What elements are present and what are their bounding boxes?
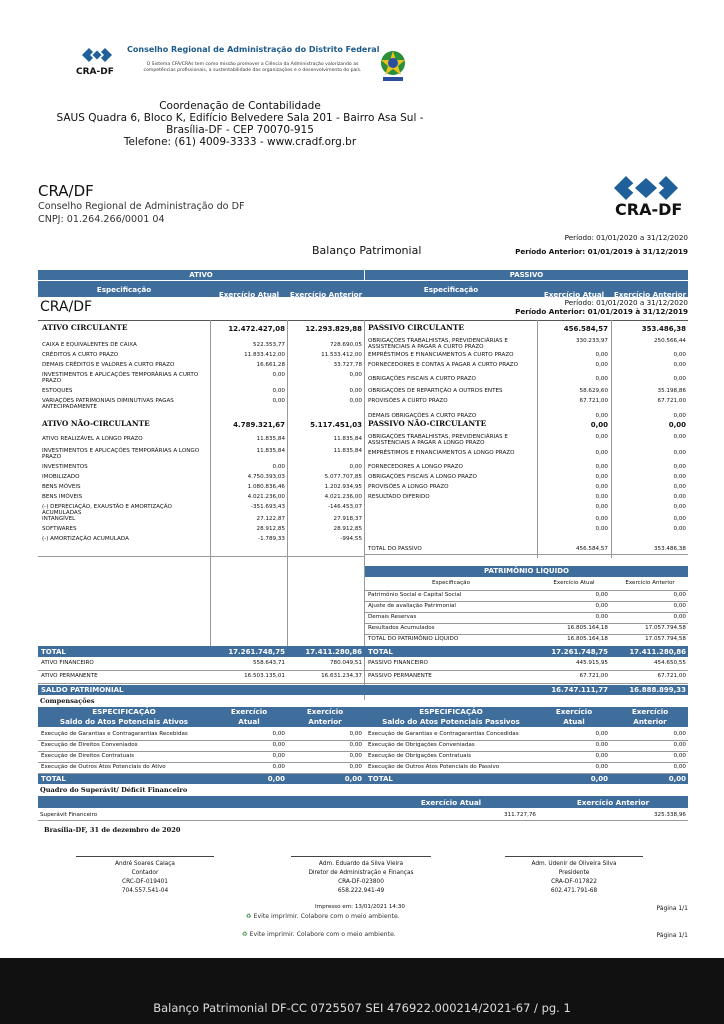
pagina-2: Página 1/1 <box>656 932 688 939</box>
eco-note-1 <box>246 913 400 920</box>
comp-row-right-anterior: 0,00 <box>673 764 686 770</box>
passivo-row-atual: 0,00 <box>595 504 608 510</box>
passivo-row-atual: 0,00 <box>595 413 608 419</box>
ativo-row-anterior: 0,00 <box>349 372 362 378</box>
sig-name: Adm. Udenir de Oliveira Silva <box>531 861 617 867</box>
comp-row-right-label: Execução de Garantias e Contragarantias Concedidas <box>368 731 519 737</box>
coordenacao: Coordenação de Contabilidade <box>159 100 321 112</box>
fin-row-right-atual: 67.721,00 <box>579 673 608 679</box>
passivo-row-anterior: 0,00 <box>673 434 686 440</box>
signature-presidente <box>505 860 643 896</box>
letterhead-logo-text: CRA-DF <box>76 67 114 77</box>
cra-df-logo-icon <box>78 44 116 66</box>
pl-row-label: TOTAL DO PATRIMÔNIO LÍQUIDO <box>368 636 459 642</box>
passivo-row-atual: 0,00 <box>595 376 608 382</box>
ativo-row-label: VARIAÇÕES PATRIMONIAIS DIMINUTIVAS PAGAS ANTECIPADAMENTE <box>42 398 174 410</box>
saldo-label: SALDO PATRIMONIAL <box>41 686 124 694</box>
comp-row-right-atual: 0,00 <box>595 731 608 737</box>
sig-role: Contador <box>131 870 159 876</box>
fin-row-right-label: PASSIVO PERMANENTE <box>368 673 432 679</box>
passivo-row-anterior: 0,00 <box>673 376 686 382</box>
ativo-row-atual: 0,00 <box>272 398 285 404</box>
total-right-anterior: 17.411.280,86 <box>629 648 686 656</box>
ativo-row-label: BENS MÓVEIS <box>42 484 81 490</box>
ativo-row-anterior: 27.918,37 <box>333 516 362 522</box>
periodo: Período: 01/01/2020 a 31/12/2020 <box>564 233 688 242</box>
ativo-row-anterior: -146.453,07 <box>327 504 362 510</box>
signature-diretor <box>291 860 431 896</box>
passivo-row-anterior: 0,00 <box>673 526 686 532</box>
passivo-header: PASSIVO <box>365 270 688 280</box>
ativo-row-atual: 4.789.321,67 <box>233 421 285 429</box>
ativo-row-label: (-) DEPRECIAÇÃO, EXAUSTÃO E AMORTIZAÇÃO ACUMULADAS <box>42 504 172 516</box>
comp-row-left-anterior: 0,00 <box>349 731 362 737</box>
ativo-row-anterior: 33.727,78 <box>333 362 362 368</box>
entity-name: CRA/DF <box>38 182 94 200</box>
entity-cnpj: CNPJ: 01.264.266/0001 04 <box>38 214 165 225</box>
ativo-row-anterior: 11.835,84 <box>333 436 362 442</box>
pl-col-spec: Especificação <box>431 580 471 586</box>
ativo-row-label: INVESTIMENTOS E APLICAÇÕES TEMPORÁRIAS A CURTO PRAZO <box>42 372 199 384</box>
passivo-row-anterior: 0,00 <box>673 516 686 522</box>
ativo-row-atual: 0,00 <box>272 464 285 470</box>
ativo-row-anterior: 5.117.451,03 <box>310 421 362 429</box>
total-left-anterior: 17.411.280,86 <box>305 648 362 656</box>
passivo-row-anterior: 250.566,44 <box>653 338 686 344</box>
saldo-anterior: 16.888.899,33 <box>629 686 686 694</box>
pl-row-divider <box>365 634 688 635</box>
comp-row-right-label: Execução de Outros Atos Potenciais do Passivo <box>368 764 500 770</box>
ativo-row-anterior: 0,00 <box>349 388 362 394</box>
fin-row-left-atual: 16.503.135,01 <box>244 673 285 679</box>
pl-row-anterior: 0,00 <box>673 603 686 609</box>
passivo-row-atual: 58.629,60 <box>579 388 608 394</box>
total-passivo-atual: 456.584,57 <box>575 546 608 552</box>
ativo-row-anterior: 0,00 <box>349 398 362 404</box>
col-anterior-left: Exercício Anterior <box>289 290 363 299</box>
fin-row-left-label: ATIVO FINANCEIRO <box>41 660 94 666</box>
ativo-row-label: BENS IMÓVEIS <box>42 494 83 500</box>
pl-row-atual: 16.805.164,18 <box>567 625 608 631</box>
comp-row-divider <box>38 762 688 763</box>
passivo-row-anterior: 353.486,38 <box>641 325 686 333</box>
pl-row-anterior: 17.057.794,58 <box>645 636 686 642</box>
total-right-label: TOTAL <box>368 648 393 656</box>
passivo-row-label: OBRIGAÇÕES TRABALHISTAS, PREVIDENCIÁRIAS E ASSISTENCIAIS A PAGAR A CURTO PRAZO <box>368 338 508 350</box>
comp-row-left-label: Execução de Direitos Contratuais <box>41 753 134 759</box>
col-spec-left: Especificação <box>96 285 152 294</box>
passivo-row-anterior: 0,00 <box>673 352 686 358</box>
pl-col-anterior: Exercício Anterior <box>625 580 675 586</box>
ativo-row-anterior: 11.835,84 <box>333 448 362 454</box>
date-line: Brasília-DF, 31 de dezembro de 2020 <box>44 826 181 834</box>
sig-cpf: 658.222.941-49 <box>337 888 385 894</box>
passivo-row-atual: 0,00 <box>595 516 608 522</box>
comp-row-right-atual: 0,00 <box>595 764 608 770</box>
ativo-row-atual: 28.912,85 <box>256 526 285 532</box>
passivo-row-anterior: 0,00 <box>673 450 686 456</box>
ativo-row-atual: -351.693,43 <box>250 504 285 510</box>
ativo-row-label: ATIVO NÃO-CIRCULANTE <box>42 419 150 428</box>
ativo-row-atual: 0,00 <box>272 388 285 394</box>
col-anterior-right: Exercício Anterior <box>613 290 687 299</box>
comp-exercicio-2: Exercício <box>306 707 344 716</box>
col-atual-left: Exercício Atual <box>218 290 280 299</box>
pl-row-divider <box>365 601 688 602</box>
sig-doc: CRA-DF-017822 <box>551 879 597 885</box>
comp-atual-1: Atual <box>238 717 260 726</box>
big-logo-text: CRA-DF <box>615 200 683 219</box>
pl-row-anterior: 17.057.794,58 <box>645 625 686 631</box>
sei-footer-text: Balanço Patrimonial DF-CC 0725507 SEI 476922.000214/2021-67 / pg. 1 <box>153 1001 571 1015</box>
sig-role: Diretor de Administração e Finanças <box>308 870 414 876</box>
fin-row-divider <box>38 670 688 671</box>
pl-row-atual: 0,00 <box>595 592 608 598</box>
superavit-atual: 311.727,76 <box>503 812 536 818</box>
passivo-row-atual: 330.233,97 <box>575 338 608 344</box>
ativo-row-anterior: 11.533.412,00 <box>321 352 362 358</box>
ativo-row-anterior: 5.077.707,85 <box>324 474 362 480</box>
ativo-row-label: SOFTWARES <box>42 526 77 532</box>
superavit-col-atual: Exercício Atual <box>420 798 482 807</box>
sig-doc: CRC-DF-019401 <box>122 879 168 885</box>
fin-row-left-anterior: 16.631.234,37 <box>321 673 362 679</box>
ativo-row-atual: 1.080.836,46 <box>247 484 285 490</box>
comp-row-left-label: Execução de Garantias e Contragarantias Recebidas <box>41 731 188 737</box>
ativo-row-anterior: 0,00 <box>349 464 362 470</box>
comp-total-left-anterior: 0,00 <box>344 775 362 783</box>
ativo-header: ATIVO <box>38 270 364 280</box>
repeat-periodo: Período: 01/01/2020 a 31/12/2020 <box>564 298 688 307</box>
ativo-row-atual: 522.353,77 <box>252 342 285 348</box>
compensacoes-title: Compensações <box>40 697 95 705</box>
fin-row-left-anterior: 780.049,51 <box>329 660 362 666</box>
passivo-row-label: FORNECEDORES A LONGO PRAZO <box>368 464 463 470</box>
passivo-row-atual: 0,00 <box>590 421 608 429</box>
comp-row-left-atual: 0,00 <box>272 731 285 737</box>
comp-total-left-label: TOTAL <box>41 775 66 783</box>
sig-name: André Soares Calaça <box>115 861 175 867</box>
passivo-row-anterior: 0,00 <box>673 464 686 470</box>
passivo-row-label: OBRIGAÇÕES FISCAIS A CURTO PRAZO <box>368 376 476 382</box>
passivo-row-label: OBRIGAÇÕES FISCAIS A LONGO PRAZO <box>368 474 477 480</box>
comp-row-divider <box>38 740 688 741</box>
total-passivo-anterior: 353.486,38 <box>653 546 686 552</box>
passivo-row-anterior: 35.198,86 <box>657 388 686 394</box>
total-left-label: TOTAL <box>41 648 66 656</box>
comp-row-left-anterior: 0,00 <box>349 742 362 748</box>
ativo-row-anterior: 728.690,05 <box>329 342 362 348</box>
comp-row-left-atual: 0,00 <box>272 753 285 759</box>
fin-row-right-anterior: 454.650,55 <box>653 660 686 666</box>
comp-row-left-atual: 0,00 <box>272 764 285 770</box>
ativo-row-label: IMOBILIZADO <box>42 474 80 480</box>
sig-cpf: 704.557.541-04 <box>121 888 169 894</box>
total-passivo-label: TOTAL DO PASSIVO <box>368 546 422 552</box>
passivo-row-anterior: 67.721,00 <box>657 398 686 404</box>
repeat-periodo-anterior: Período Anterior: 01/01/2019 à 31/12/2019 <box>515 307 688 316</box>
ativo-row-atual: 4.021.236,00 <box>247 494 285 500</box>
ativo-row-atual: 4.750.393,03 <box>247 474 285 480</box>
org-title: Conselho Regional de Administração do Distrito Federal <box>127 45 380 54</box>
comp-total-left-atual: 0,00 <box>267 775 285 783</box>
pl-row-divider <box>365 623 688 624</box>
passivo-row-label: EMPRÉSTIMOS E FINANCIAMENTOS A LONGO PRAZO <box>368 450 515 456</box>
recycle-icon: ♻ <box>246 913 252 920</box>
passivo-row-anterior: 0,00 <box>673 362 686 368</box>
ativo-row-label: DEMAIS CRÉDITOS E VALORES A CURTO PRAZO <box>42 362 175 368</box>
passivo-row-atual: 0,00 <box>595 474 608 480</box>
pl-row-label: Demais Reservas <box>368 614 417 620</box>
passivo-row-atual: 0,00 <box>595 450 608 456</box>
entity-full-name: Conselho Regional de Administração do DF <box>38 201 245 212</box>
superavit-title: Quadro do Superávit/ Déficit Financeiro <box>40 786 188 794</box>
eco-note-text: Evite imprimir. Colabore com o meio ambiente. <box>253 913 400 920</box>
periodo-anterior: Período Anterior: 01/01/2019 à 31/12/2019 <box>515 247 688 256</box>
passivo-row-anterior: 0,00 <box>673 494 686 500</box>
pl-row-divider <box>365 612 688 613</box>
pl-header: PATRIMÔNIO LÍQUIDO <box>365 566 688 577</box>
passivo-row-label: PROVISÕES A LONGO PRAZO <box>368 484 449 490</box>
comp-exercicio-3: Exercício <box>555 707 593 716</box>
pl-row-anterior: 0,00 <box>673 592 686 598</box>
comp-row-left-label: Execução de Direitos Conveniados <box>41 742 138 748</box>
passivo-row-label: EMPRÉSTIMOS E FINANCIAMENTOS A CURTO PRAZO <box>368 352 514 358</box>
comp-row-right-atual: 0,00 <box>595 742 608 748</box>
comp-saldo-passivos: Saldo do Atos Potenciais Passivos <box>382 717 520 726</box>
ativo-row-atual: 11.833.412,00 <box>244 352 285 358</box>
ativo-row-atual: 12.472.427,08 <box>228 325 285 333</box>
col-spec-right: Especificação <box>423 285 479 294</box>
pl-row-atual: 0,00 <box>595 603 608 609</box>
passivo-row-label: OBRIGAÇÕES DE REPARTIÇÃO A OUTROS ENTES <box>368 388 503 394</box>
passivo-row-atual: 456.584,57 <box>563 325 608 333</box>
fin-row-left-atual: 558.643,71 <box>252 660 285 666</box>
comp-atual-3: Atual <box>563 717 585 726</box>
comp-total-right-label: TOTAL <box>368 775 393 783</box>
comp-saldo-ativos: Saldo do Atos Potenciais Ativos <box>59 717 189 726</box>
ativo-row-atual: 27.122,87 <box>256 516 285 522</box>
address: SAUS Quadra 6, Bloco K, Edifício Belvedere Sala 201 - Bairro Asa Sul - Brasília-DF - CEP 70070-915 <box>56 112 424 136</box>
repeat-entity-name: CRA/DF <box>40 299 93 315</box>
pl-row-label: Resultados Acumulados <box>368 625 435 631</box>
total-left-atual: 17.261.748,75 <box>228 648 285 656</box>
passivo-row-anterior: 0,00 <box>673 474 686 480</box>
ativo-row-label: (-) AMORTIZAÇÃO ACUMULADA <box>42 536 129 542</box>
ativo-row-atual: 16.661,28 <box>256 362 285 368</box>
sig-role: Presidente <box>558 870 590 876</box>
passivo-row-label: DEMAIS OBRIGAÇÕES A CURTO PRAZO <box>368 413 477 419</box>
passivo-row-label: RESULTADO DIFERIDO <box>368 494 430 500</box>
comp-row-right-anterior: 0,00 <box>673 731 686 737</box>
ativo-row-anterior: 1.202.934,95 <box>324 484 362 490</box>
sig-cpf: 602.471.791-68 <box>550 888 598 894</box>
passivo-row-label: PASSIVO NÃO-CIRCULANTE <box>368 419 487 428</box>
signature-contador <box>76 860 214 896</box>
eco-note-2 <box>242 931 396 938</box>
superavit-anterior: 325.338,96 <box>653 812 686 818</box>
sig-doc: CRA-DF-023800 <box>338 879 384 885</box>
fin-row-right-atual: 445.915,95 <box>575 660 608 666</box>
eco-note-text: Evite imprimir. Colabore com o meio ambiente. <box>249 931 396 938</box>
report-title: Balanço Patrimonial <box>312 244 422 257</box>
ativo-row-label: INVESTIMENTOS E APLICAÇÕES TEMPORÁRIAS A LONGO PRAZO <box>42 448 200 460</box>
ativo-row-anterior: 4.021.236,00 <box>324 494 362 500</box>
comp-total-right-anterior: 0,00 <box>668 775 686 783</box>
col-atual-right: Exercício Atual <box>543 290 605 299</box>
comp-anterior-2: Anterior <box>308 717 342 726</box>
comp-row-left-anterior: 0,00 <box>349 753 362 759</box>
passivo-row-anterior: 0,00 <box>673 504 686 510</box>
comp-esp-left: ESPECIFICAÇÃO <box>92 707 156 716</box>
comp-row-right-atual: 0,00 <box>595 753 608 759</box>
ativo-row-anterior: 28.912,85 <box>333 526 362 532</box>
passivo-row-label: PASSIVO CIRCULANTE <box>368 323 464 332</box>
ativo-row-label: ATIVO CIRCULANTE <box>42 323 128 332</box>
comp-exercicio-4: Exercício <box>631 707 669 716</box>
passivo-row-atual: 0,00 <box>595 362 608 368</box>
org-mission: O Sistema CFA/CRAs tem como missão promover a Ciência da Administração valorizando as competências profissionais, a sustentabilidade das organizações e o desenvolvimento do país. <box>143 62 362 73</box>
pl-row-anterior: 0,00 <box>673 614 686 620</box>
pl-row-atual: 0,00 <box>595 614 608 620</box>
passivo-row-atual: 0,00 <box>595 434 608 440</box>
pagina-1: Página 1/1 <box>656 905 688 912</box>
pl-row-divider <box>365 590 688 591</box>
letterhead-contact <box>35 100 445 148</box>
passivo-row-label: PROVISÕES A CURTO PRAZO <box>368 398 448 404</box>
comp-row-left-anterior: 0,00 <box>349 764 362 770</box>
ativo-row-label: ESTOQUES <box>42 388 73 394</box>
pl-row-label: Ajuste de avaliação Patrimonial <box>368 603 456 609</box>
ativo-row-atual: 0,00 <box>272 372 285 378</box>
ativo-row-label: INTANGÍVEL <box>42 516 76 522</box>
passivo-row-label: FORNECEDORES E CONTAS A PAGAR A CURTO PRAZO <box>368 362 519 368</box>
ativo-row-atual: -1.789,33 <box>258 536 285 542</box>
saldo-atual: 16.747.111,77 <box>551 686 608 694</box>
ativo-row-label: CAIXA E EQUIVALENTES DE CAIXA <box>42 342 137 348</box>
total-right-atual: 17.261.748,75 <box>551 648 608 656</box>
passivo-row-atual: 0,00 <box>595 494 608 500</box>
superavit-col-anterior: Exercício Anterior <box>576 798 650 807</box>
impresso-em: Impresso em: 13/01/2021 14:30 <box>315 904 405 910</box>
pl-row-atual: 16.805.164,18 <box>567 636 608 642</box>
comp-esp-right: ESPECIFICAÇÃO <box>419 707 483 716</box>
comp-row-right-label: Execução de Obrigações Contratuais <box>368 753 472 759</box>
comp-row-right-anterior: 0,00 <box>673 753 686 759</box>
phone: Telefone: (61) 4009-3333 - www.cradf.org.br <box>123 136 357 148</box>
passivo-row-atual: 0,00 <box>595 484 608 490</box>
pl-row-label: Patrimônio Social e Capital Social <box>368 592 462 598</box>
comp-row-right-label: Execução de Obrigações Conveniadas <box>368 742 475 748</box>
fin-row-divider <box>38 683 688 684</box>
comp-exercicio-1: Exercício <box>230 707 268 716</box>
superavit-label: Superávit Financeiro <box>40 812 98 818</box>
passivo-row-anterior: 0,00 <box>668 421 686 429</box>
comp-row-left-atual: 0,00 <box>272 742 285 748</box>
ativo-row-anterior: -994,55 <box>340 536 362 542</box>
sig-name: Adm. Eduardo da Silva Vieira <box>318 861 404 867</box>
ativo-row-atual: 11.835,84 <box>256 436 285 442</box>
brazil-coat-of-arms-icon <box>378 48 408 84</box>
passivo-row-anterior: 0,00 <box>673 413 686 419</box>
passivo-row-label: OBRIGAÇÕES TRABALHISTAS, PREVIDENCIÁRIAS E ASSISTENCIAIS A PAGAR A LONGO PRAZO <box>368 434 508 446</box>
recycle-icon: ♻ <box>242 931 248 938</box>
comp-row-left-label: Execução de Outros Atos Potenciais do Ativo <box>41 764 166 770</box>
ativo-row-atual: 11.835,84 <box>256 448 285 454</box>
fin-row-right-anterior: 67.721,00 <box>657 673 686 679</box>
passivo-row-atual: 0,00 <box>595 526 608 532</box>
passivo-row-anterior: 0,00 <box>673 484 686 490</box>
ativo-row-label: ATIVO REALIZÁVEL A LONGO PRAZO <box>42 436 143 442</box>
pl-col-atual: Exercício Atual <box>553 580 595 586</box>
comp-row-right-anterior: 0,00 <box>673 742 686 748</box>
ativo-row-label: CRÉDITOS A CURTO PRAZO <box>42 352 119 358</box>
ativo-row-label: INVESTIMENTOS <box>42 464 88 470</box>
comp-row-divider <box>38 751 688 752</box>
passivo-row-atual: 67.721,00 <box>579 398 608 404</box>
ativo-row-anterior: 12.293.829,88 <box>305 325 362 333</box>
comp-total-right-atual: 0,00 <box>590 775 608 783</box>
comp-anterior-4: Anterior <box>633 717 667 726</box>
fin-row-right-label: PASSIVO FINANCEIRO <box>368 660 428 666</box>
passivo-row-atual: 0,00 <box>595 464 608 470</box>
fin-row-left-label: ATIVO PERMANENTE <box>41 673 98 679</box>
passivo-row-atual: 0,00 <box>595 352 608 358</box>
